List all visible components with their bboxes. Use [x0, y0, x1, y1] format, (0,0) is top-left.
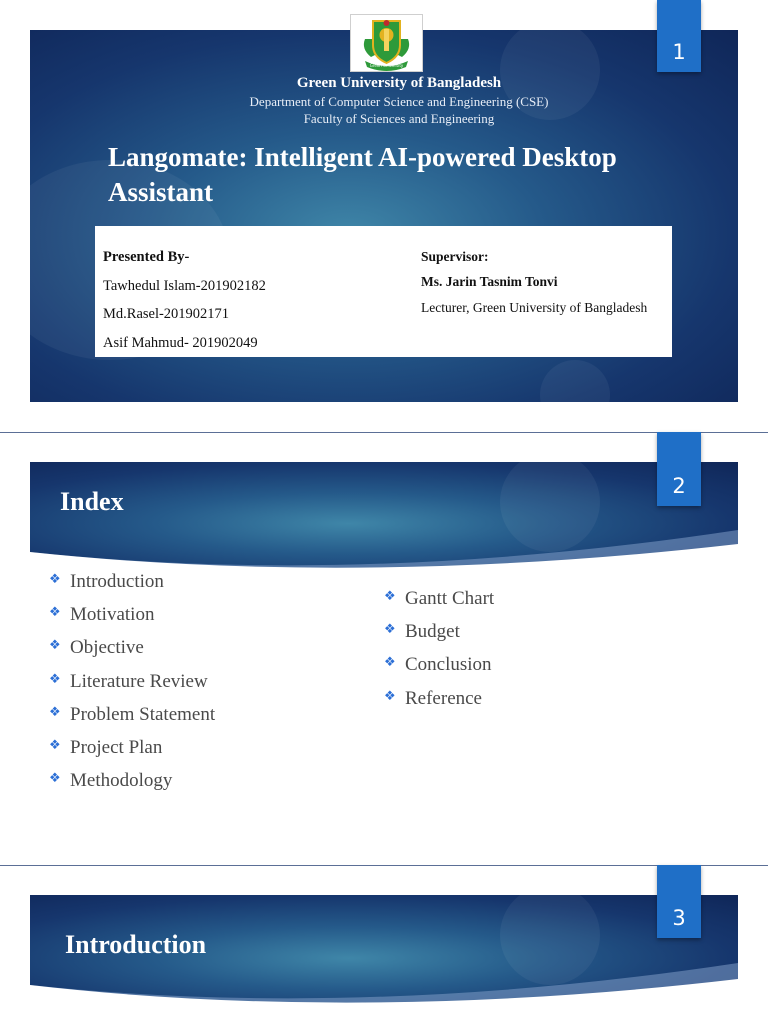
slide-number-tag [657, 0, 701, 72]
presenter-3: Asif Mahmud- 201902049 [103, 335, 258, 351]
list-item: ❖ Project Plan [49, 737, 163, 759]
list-item: ❖ Problem Statement [49, 703, 216, 725]
index-header-banner [30, 462, 738, 574]
diamond-bullet-icon: ❖ [49, 703, 61, 719]
diamond-bullet-icon: ❖ [49, 570, 61, 586]
presenter-2: Md.Rasel-201902171 [103, 306, 230, 322]
list-item: ❖ Conclusion [384, 654, 492, 676]
presenter-1: Tawhedul Islam-201902182 [103, 278, 266, 294]
list-item: ❖ Objective [49, 637, 144, 659]
index-title: Index [60, 487, 124, 516]
list-item: ❖ Budget [384, 620, 460, 642]
diamond-bullet-icon: ❖ [49, 770, 61, 786]
list-item: ❖ Literature Review [49, 670, 208, 692]
list-item: ❖ Introduction [49, 570, 164, 592]
slide-number: 2 [672, 474, 686, 498]
diamond-bullet-icon: ❖ [384, 654, 396, 670]
supervisor-role: Lecturer, Green University of Bangladesh [421, 300, 648, 315]
presenter-info-box [95, 226, 672, 357]
list-item: ❖ Motivation [49, 603, 155, 625]
list-item: ❖ Gantt Chart [384, 587, 495, 609]
supervisor-name: Ms. Jarin Tasnim Tonvi [421, 274, 558, 289]
introduction-title: Introduction [65, 930, 207, 959]
slide-number: 3 [672, 906, 686, 930]
faculty-name: Faculty of Sciences and Engineering [303, 111, 495, 126]
slide-number: 1 [672, 40, 686, 64]
list-item: ❖ Methodology [49, 770, 173, 792]
university-name: Green University of Bangladesh [296, 75, 502, 91]
slide-divider [0, 865, 768, 866]
supervisor-label: Supervisor: [421, 249, 489, 264]
diamond-bullet-icon: ❖ [384, 620, 396, 636]
presented-by-label: Presented By- [103, 249, 190, 265]
presentation-title: Langomate: Intelligent AI-powered Desktop Assistant [108, 142, 617, 207]
diamond-bullet-icon: ❖ [49, 737, 61, 753]
slide-number-tag [657, 432, 701, 506]
index-list-right [384, 582, 494, 715]
slide-number-tag [657, 865, 701, 938]
logo-text: Green University [369, 63, 404, 68]
diamond-bullet-icon: ❖ [49, 637, 61, 653]
index-list-left [49, 565, 215, 798]
diamond-bullet-icon: ❖ [49, 670, 61, 686]
header-wave [30, 462, 738, 574]
list-item: ❖ Reference [384, 687, 482, 709]
diamond-bullet-icon: ❖ [384, 687, 396, 703]
diamond-bullet-icon: ❖ [49, 603, 61, 619]
university-logo [350, 14, 423, 72]
slide-divider [0, 432, 768, 433]
department-name: Department of Computer Science and Engineering (CSE) [249, 94, 549, 109]
diamond-bullet-icon: ❖ [384, 587, 396, 603]
